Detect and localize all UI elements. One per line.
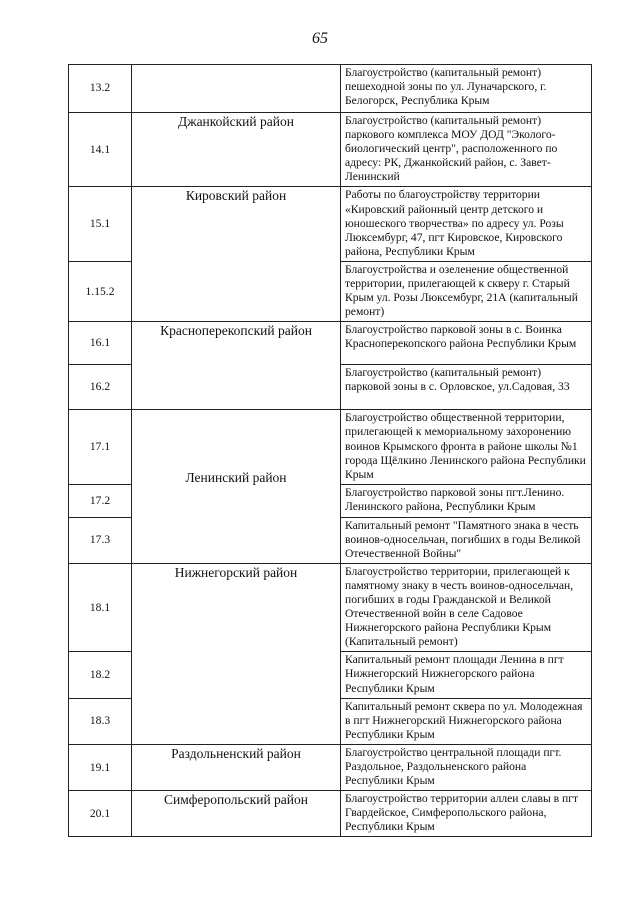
row-number: 18.2 xyxy=(69,652,132,698)
project-description: Капитальный ремонт сквера по ул. Молодежная в пгт Нижнегорский Нижнегорского района Республики Крым xyxy=(341,698,592,744)
table-row xyxy=(69,261,592,321)
row-number: 18.1 xyxy=(69,563,132,652)
row-number: 18.3 xyxy=(69,698,132,744)
row-number: 17.1 xyxy=(69,410,132,485)
table-row xyxy=(69,744,592,790)
project-description: Благоустройство (капитальный ремонт) пешеходной зоны по ул. Луначарского, г. Белогорск, Республика Крым xyxy=(341,65,592,113)
table-row xyxy=(69,187,592,261)
district-cell: Симферопольский район xyxy=(132,791,341,837)
project-description: Благоустройство территории аллеи славы в пгт Гвардейское, Симферопольского района, Республики Крым xyxy=(341,791,592,837)
district-cell xyxy=(132,365,341,410)
row-number: 15.1 xyxy=(69,187,132,261)
table-row xyxy=(69,365,592,410)
row-number: 17.2 xyxy=(69,485,132,517)
table-row xyxy=(69,485,592,517)
district-cell xyxy=(132,698,341,744)
project-description: Благоустройство (капитальный ремонт) паркового комплекса МОУ ДОД "Эколого-биологический центр", расположенного по адресу: РК, Джанкойский район, с. Завет-Ленинский xyxy=(341,113,592,187)
row-number: 13.2 xyxy=(69,65,132,113)
project-description: Благоустройство парковой зоны пгт.Ленино. Ленинского района, Республики Крым xyxy=(341,485,592,517)
project-description: Благоустройства и озеленение общественной территории, прилегающей к скверу г. Старый Крым ул. Розы Люксембург, 21А (капитальный ремонт) xyxy=(341,261,592,321)
district-cell: Нижнегорский район xyxy=(132,563,341,652)
table-row xyxy=(69,652,592,698)
project-description: Благоустройство (капитальный ремонт) парковой зоны в с. Орловское, ул.Садовая, 33 xyxy=(341,365,592,410)
row-number: 16.1 xyxy=(69,322,132,365)
project-description: Капитальный ремонт площади Ленина в пгт Нижнегорский Нижнегорского района Республики Крым xyxy=(341,652,592,698)
row-number: 17.3 xyxy=(69,517,132,563)
district-cell xyxy=(132,517,341,563)
project-description: Благоустройство территории, прилегающей к памятному знаку в честь воинов-односельчан, погибших в годы Гражданской и Великой Отечественной войн в селе Садовое Нижнегорского района Республики Крым (Капитальный ремонт) xyxy=(341,563,592,652)
row-number: 20.1 xyxy=(69,791,132,837)
district-cell: Раздольненский район xyxy=(132,744,341,790)
district-cell: Ленинский район xyxy=(132,471,341,503)
row-number: 1.15.2 xyxy=(69,261,132,321)
district-cell: Кировский район xyxy=(132,187,341,261)
project-description: Благоустройство центральной площади пгт. Раздольное, Раздольненского района Республики Крым xyxy=(341,744,592,790)
district-cell: Джанкойский район xyxy=(132,113,341,187)
project-description: Капитальный ремонт "Памятного знака в честь воинов-односельчан, погибших в годы Великой Отечественной Войны" xyxy=(341,517,592,563)
improvement-projects-table xyxy=(68,64,592,837)
table-row xyxy=(69,698,592,744)
page-number: 65 xyxy=(312,30,328,47)
district-cell xyxy=(132,65,341,113)
district-cell xyxy=(132,261,341,321)
row-number: 16.2 xyxy=(69,365,132,410)
table-row xyxy=(69,322,592,365)
project-description: Благоустройство парковой зоны в с. Воинка Красноперекопского района Республики Крым xyxy=(341,322,592,365)
table-row xyxy=(69,65,592,113)
table-row xyxy=(69,517,592,563)
row-number: 14.1 xyxy=(69,113,132,187)
district-cell: Красноперекопский район xyxy=(132,322,341,365)
row-number: 19.1 xyxy=(69,744,132,790)
project-description: Благоустройство общественной территории, прилегающей к мемориальному захоронению воинов Крымского фронта в районе школы №1 города Щёлкино Ленинского района Республики Крым xyxy=(341,410,592,485)
district-cell xyxy=(132,652,341,698)
table-row xyxy=(69,791,592,837)
table-row xyxy=(69,563,592,652)
table-row xyxy=(69,113,592,187)
project-description: Работы по благоустройству территории «Кировский районный центр детского и юношеского творчества» по адресу ул. Розы Люксембург, 47, пгт Кировское, Кировского района, Республики Крым xyxy=(341,187,592,261)
